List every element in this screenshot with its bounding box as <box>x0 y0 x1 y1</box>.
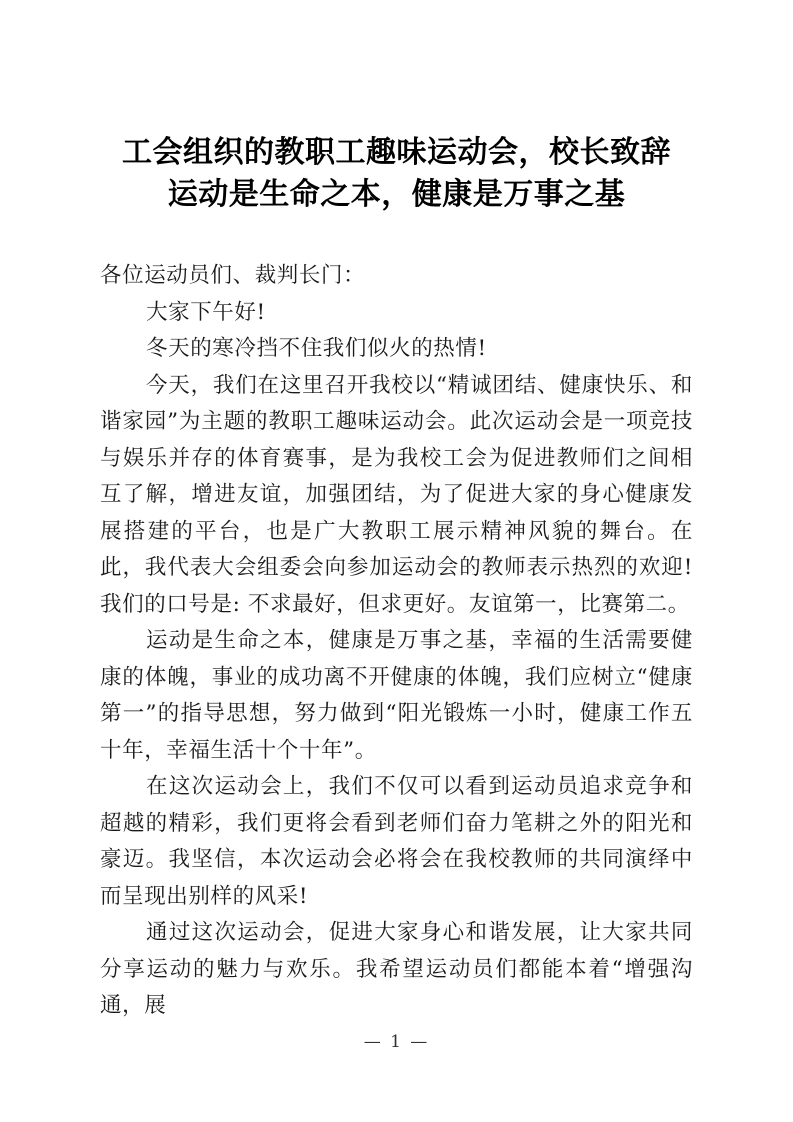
document-content <box>100 132 693 1025</box>
page-title-line-2: 运动是生命之本，健康是万事之基 <box>167 177 626 212</box>
paragraph-salutation: 各位运动员们、裁判长门： <box>100 263 366 288</box>
paragraph-greeting: 大家下午好! <box>146 299 266 325</box>
page-number-footer: — 1 — <box>363 1032 430 1052</box>
page-title <box>100 132 693 216</box>
paragraph-body-2: 运动是生命之本，健康是万事之基，幸福的生活需要健康的体魄，事业的成功离不开健康的体魄，我们应树立“健康第一”的指导思想，努力做到“阳光锻炼一小时，健康工作五十年，幸福生活十个十年”。 <box>100 628 693 763</box>
paragraph-body-3: 在这次运动会上，我们不仅可以看到运动员追求竞争和超越的精彩，我们更将会看到老师们奋力笔耕之外的阳光和豪迈。我坚信，本次运动会必将会在我校教师的共同演绎中而呈现出别样的风采! <box>100 774 693 909</box>
document-body <box>100 258 693 1025</box>
paragraph-body-1: 今天，我们在这里召开我校以“精诚团结、健康快乐、和谐家园”为主题的教职工趣味运动会。此次运动会是一项竞技与娱乐并存的体育赛事，是为我校工会为促进教师们之间相互了解，增进友谊，加强团结，为了促进大家的身心健康发展搭建的平台，也是广大教职工展示精神风貌的舞台。在此，我代表大会组委会向参加运动会的教师表示热烈的欢迎! 我们的口号是: 不求最好，但求更好。友谊第一，比赛第二。 <box>100 372 693 617</box>
paragraph-opening: 冬天的寒冷挡不住我们似火的热情! <box>146 336 487 361</box>
paragraph-body-4: 通过这次运动会，促进大家身心和谐发展，让大家共同分享运动的魅力与欢乐。我希望运动员们都能本着“增强沟通，展 <box>100 920 693 1018</box>
page-title-line-1: 工会组织的教职工趣味运动会，校长致辞 <box>122 135 671 170</box>
